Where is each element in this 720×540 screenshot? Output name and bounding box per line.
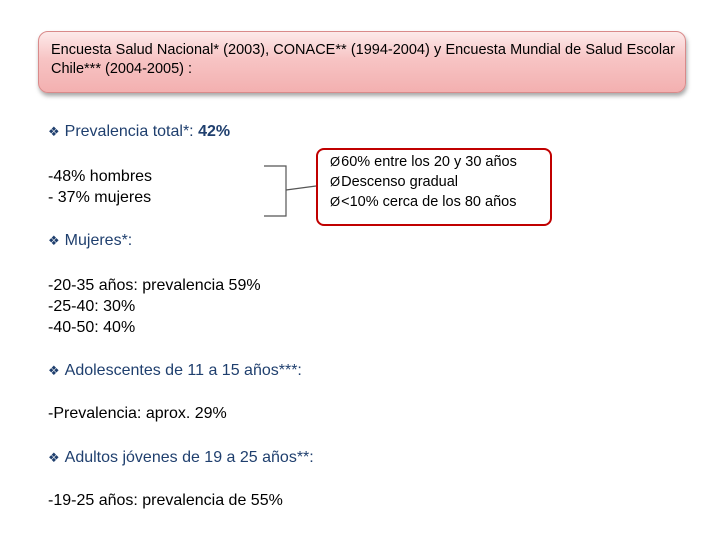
section-heading-women: [48, 232, 132, 250]
bracket-connector: [260, 150, 320, 222]
diamond-bullet-icon: ❖: [48, 124, 60, 139]
arrow-bullet-icon: Ø: [330, 154, 341, 169]
section-heading-adolescents: [48, 362, 302, 380]
age-note-item: ØDescenso gradual: [330, 174, 459, 190]
section-heading-young-adults: [48, 449, 314, 467]
women-line: -40-50: 40%: [48, 319, 136, 336]
age-note-item: Ø60% entre los 20 y 30 años: [330, 154, 517, 170]
section-heading-label: Adolescentes de 11 a 15 años***:: [64, 362, 302, 379]
diamond-bullet-icon: ❖: [48, 363, 60, 378]
diamond-bullet-icon: ❖: [48, 233, 60, 248]
young-adults-line: -19-25 años: prevalencia de 55%: [48, 492, 283, 509]
adolescents-line: -Prevalencia: aprox. 29%: [48, 405, 227, 422]
section-heading-prevalence: [48, 123, 230, 141]
diamond-bullet-icon: ❖: [48, 450, 60, 465]
women-line: -25-40: 30%: [48, 298, 136, 315]
prevalence-men: -48% hombres: [48, 168, 153, 185]
section-heading-label: Mujeres*:: [64, 232, 133, 249]
women-line: -20-35 años: prevalencia 59%: [48, 277, 261, 294]
arrow-bullet-icon: Ø: [330, 194, 341, 209]
section-heading-label: Adultos jóvenes de 19 a 25 años**:: [64, 449, 314, 466]
section-heading-value: 42%: [198, 123, 231, 140]
header-box: [38, 31, 686, 93]
header-text: Encuesta Salud Nacional* (2003), CONACE** (1994-2004) y Encuesta Mundial de Salud Escolar Chile*** (2004-2005) :: [51, 42, 675, 77]
arrow-bullet-icon: Ø: [330, 174, 341, 189]
age-note-item: Ø<10% cerca de los 80 años: [330, 194, 517, 210]
section-heading-label: Prevalencia total*:: [64, 123, 199, 140]
prevalence-women: - 37% mujeres: [48, 189, 152, 206]
age-notes-box: [316, 148, 552, 226]
